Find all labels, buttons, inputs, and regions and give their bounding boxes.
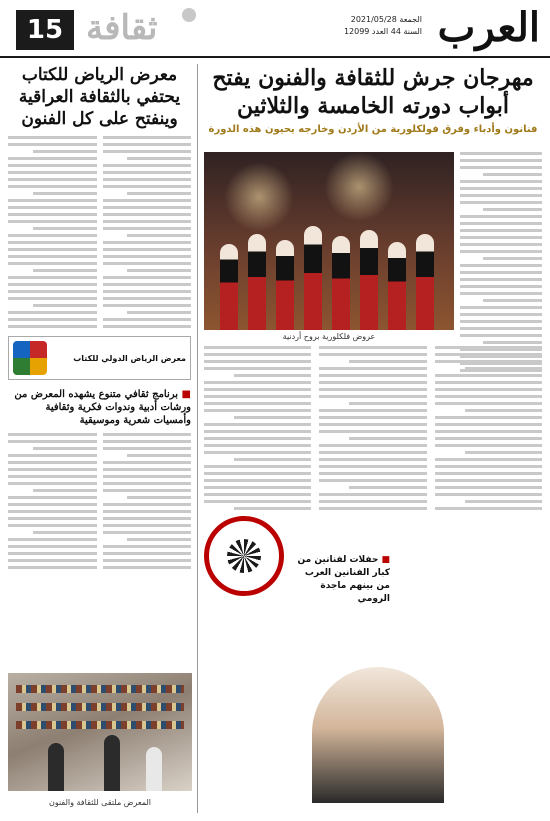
book-fair-photo: [8, 673, 192, 791]
exhibition-ad: [8, 336, 191, 380]
main-body-columns: [204, 346, 542, 510]
left-headline: معرض الرياض للكتاب يحتفي بالثقافة العراقية وينفتح على كل الفنون: [18, 65, 181, 129]
masthead: [0, 0, 550, 58]
page-number: 15: [16, 10, 74, 50]
section-dot-icon: [182, 8, 196, 22]
left-text-columns-lower: [8, 433, 191, 569]
book-fair-photo-caption: المعرض ملتقى للثقافة والفنون: [48, 798, 151, 807]
singer-portrait: [312, 667, 444, 803]
festival-photo-caption: عروض فلكلورية بروح أردنية: [282, 332, 376, 341]
section-title: ثقافة: [86, 8, 158, 48]
issue-date: الجمعة 2021/05/28: [350, 15, 422, 24]
exhibition-logo-icon: [13, 341, 47, 375]
newspaper-logo: العرب: [437, 4, 540, 51]
festival-logo-icon: [204, 516, 284, 596]
main-headline: مهرجان جرش للثقافة والفنون يفتح أبواب دورته الخامسة والثلاثين: [212, 65, 534, 119]
issue-info: [344, 14, 422, 38]
ad-text: معرض الرياض الدولي للكتاب: [73, 353, 186, 363]
left-text-column-1: [103, 136, 192, 328]
left-text-column-2: [8, 136, 97, 328]
main-right-text-column: [460, 152, 542, 372]
main-subheadline: فنانون وأدباء وفرق فولكلورية من الأردن وخارجه يحيون هذه الدورة: [208, 124, 538, 135]
issue-number: السنة 44 العدد 12099: [343, 27, 422, 36]
festival-photo: [204, 152, 454, 330]
left-column: [8, 64, 198, 813]
left-subhead: ■ برنامج ثقافي متنوع يشهده المعرض من ورشات أدبية وندوات فكرية وثقافية وأمسيات شعرية وموسيقية: [8, 388, 191, 427]
left-text-columns: [8, 136, 191, 328]
main-article: [204, 64, 542, 813]
pull-quote: ■ حفلات لفنانين من كبار الفنانين العرب من بينهم ماجدة الرومي: [290, 554, 390, 606]
